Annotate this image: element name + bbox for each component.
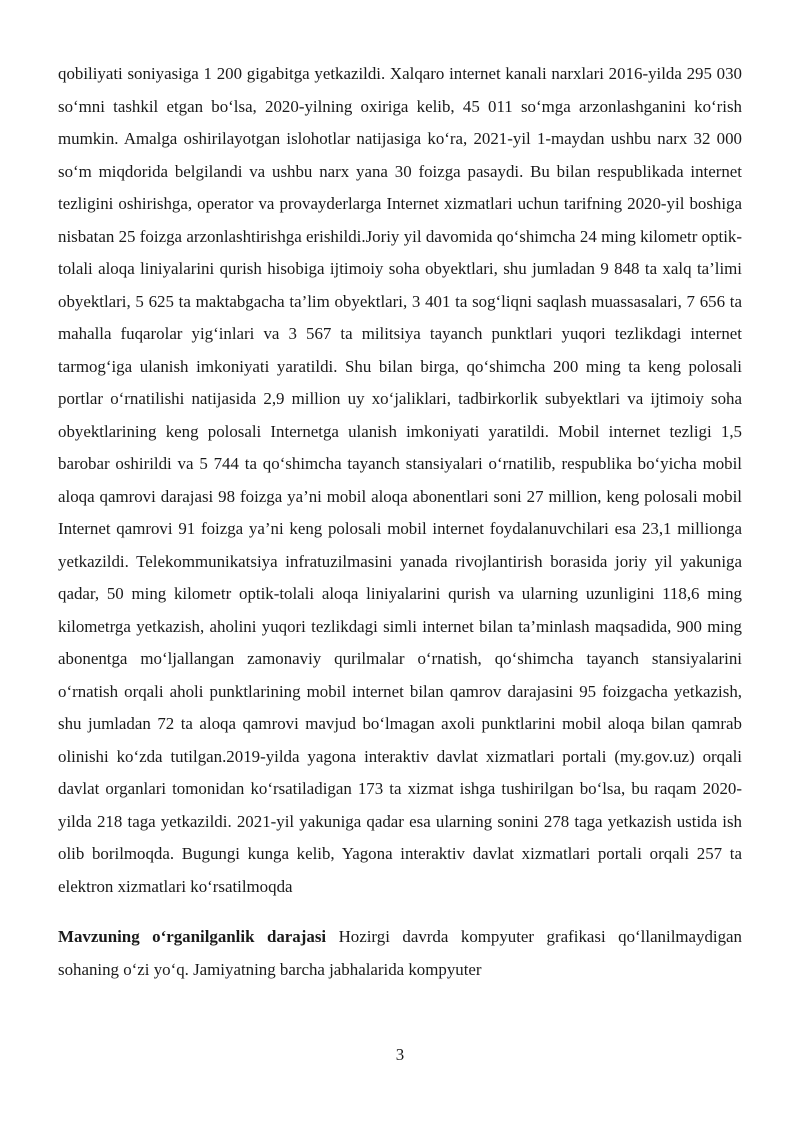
section-paragraph — [58, 921, 742, 986]
section-paragraph-text: Hozirgi davrda kompyuter grafikasi qo‘llanilmaydigan sohaning o‘zi yo‘q. Jamiyatning barcha jabhalarida kompyuter — [58, 927, 742, 979]
body-paragraph: qobiliyati soniyasiga 1 200 gigabitga yetkazildi. Xalqaro internet kanali narxlari 2016-yilda 295 030 so‘mni tashkil etgan bo‘lsa, 2020-yilning oxiriga kelib, 45 011 so‘mga arzonlashganini ko‘rish mumkin. Amalga oshirilayotgan islohotlar natijasiga ko‘ra, 2021-yil 1-maydan ushbu narx 32 000 so‘m miqdorida belgilandi va ushbu narx yana 30 foizga pasaydi. Bu bilan respublikada internet tezligini oshirishga, operator va provayderlarga Internet xizmatlari uchun tarifning 2020-yil boshiga nisbatan 25 foizga arzonlashtirishga erishildi.Joriy yil davomida qo‘shimcha 24 ming kilometr optik-tolali aloqa liniyalarini qurish hisobiga ijtimoiy soha obyektlari, shu jumladan 9 848 ta xalq ta’limi obyektlari, 5 625 ta maktabgacha ta’lim obyektlari, 3 401 ta sog‘liqni saqlash muassasalari, 7 656 ta mahalla fuqarolar yig‘inlari va 3 567 ta militsiya tayanch punktlari yuqori tezlikdagi internet tarmog‘iga ulanish imkoniyati yaratildi. Shu bilan birga, qo‘shimcha 200 ming ta keng polosali portlar o‘rnatilishi natijasida 2,9 million uy xo‘jaliklari, tadbirkorlik subyektlari va ijtimoiy soha obyektlarining keng polosali Internetga ulanish imkoniyati yaratildi. Mobil internet tezligi 1,5 barobar oshirildi va 5 744 ta qo‘shimcha tayanch stansiyalari o‘rnatilib, respublika bo‘yicha mobil aloqa qamrovi darajasi 98 foizga ya’ni mobil aloqa abonentlari soni 27 million, keng polosali mobil Internet qamrovi 91 foizga ya’ni keng polosali mobil internet foydalanuvchilari esa 23,1 millionga yetkazildi. Telekommunikatsiya infratuzilmasini yanada rivojlantirish borasida joriy yil yakuniga qadar, 50 ming kilometr optik-tolali aloqa liniyalarini qurish va ularning uzunligini 118,6 ming kilometrga yetkazish, aholini yuqori tezlikdagi simli internet bilan ta’minlash maqsadida, 900 ming abonentga mo‘ljallangan zamonaviy qurilmalar o‘rnatish, qo‘shimcha tayanch stansiyalarini o‘rnatish orqali aholi punktlarining mobil internet bilan qamrov darajasini 95 foizgacha yetkazish, shu jumladan 72 ta aloqa qamrovi mavjud bo‘lmagan axoli punktlarini mobil aloqa bilan qamrab olinishi ko‘zda tutilgan.2019-yilda yagona interaktiv davlat xizmatlari portali (my.gov.uz) orqali davlat organlari tomonidan ko‘rsatiladigan 173 ta xizmat ishga tushirilgan bo‘lsa, bu raqam 2020-yilda 218 taga yetkazildi. 2021-yil yakuniga qadar esa ularning sonini 278 taga yetkazish ustida ish olib borilmoqda. Bugungi kunga kelib, Yagona interaktiv davlat xizmatlari portali orqali 257 ta elektron xizmatlari ko‘rsatilmoqda — [58, 64, 742, 896]
document-page — [58, 58, 742, 986]
section-heading: Mavzuning o‘rganilganlik darajasi — [58, 927, 327, 946]
page-number: 3 — [395, 1045, 405, 1064]
